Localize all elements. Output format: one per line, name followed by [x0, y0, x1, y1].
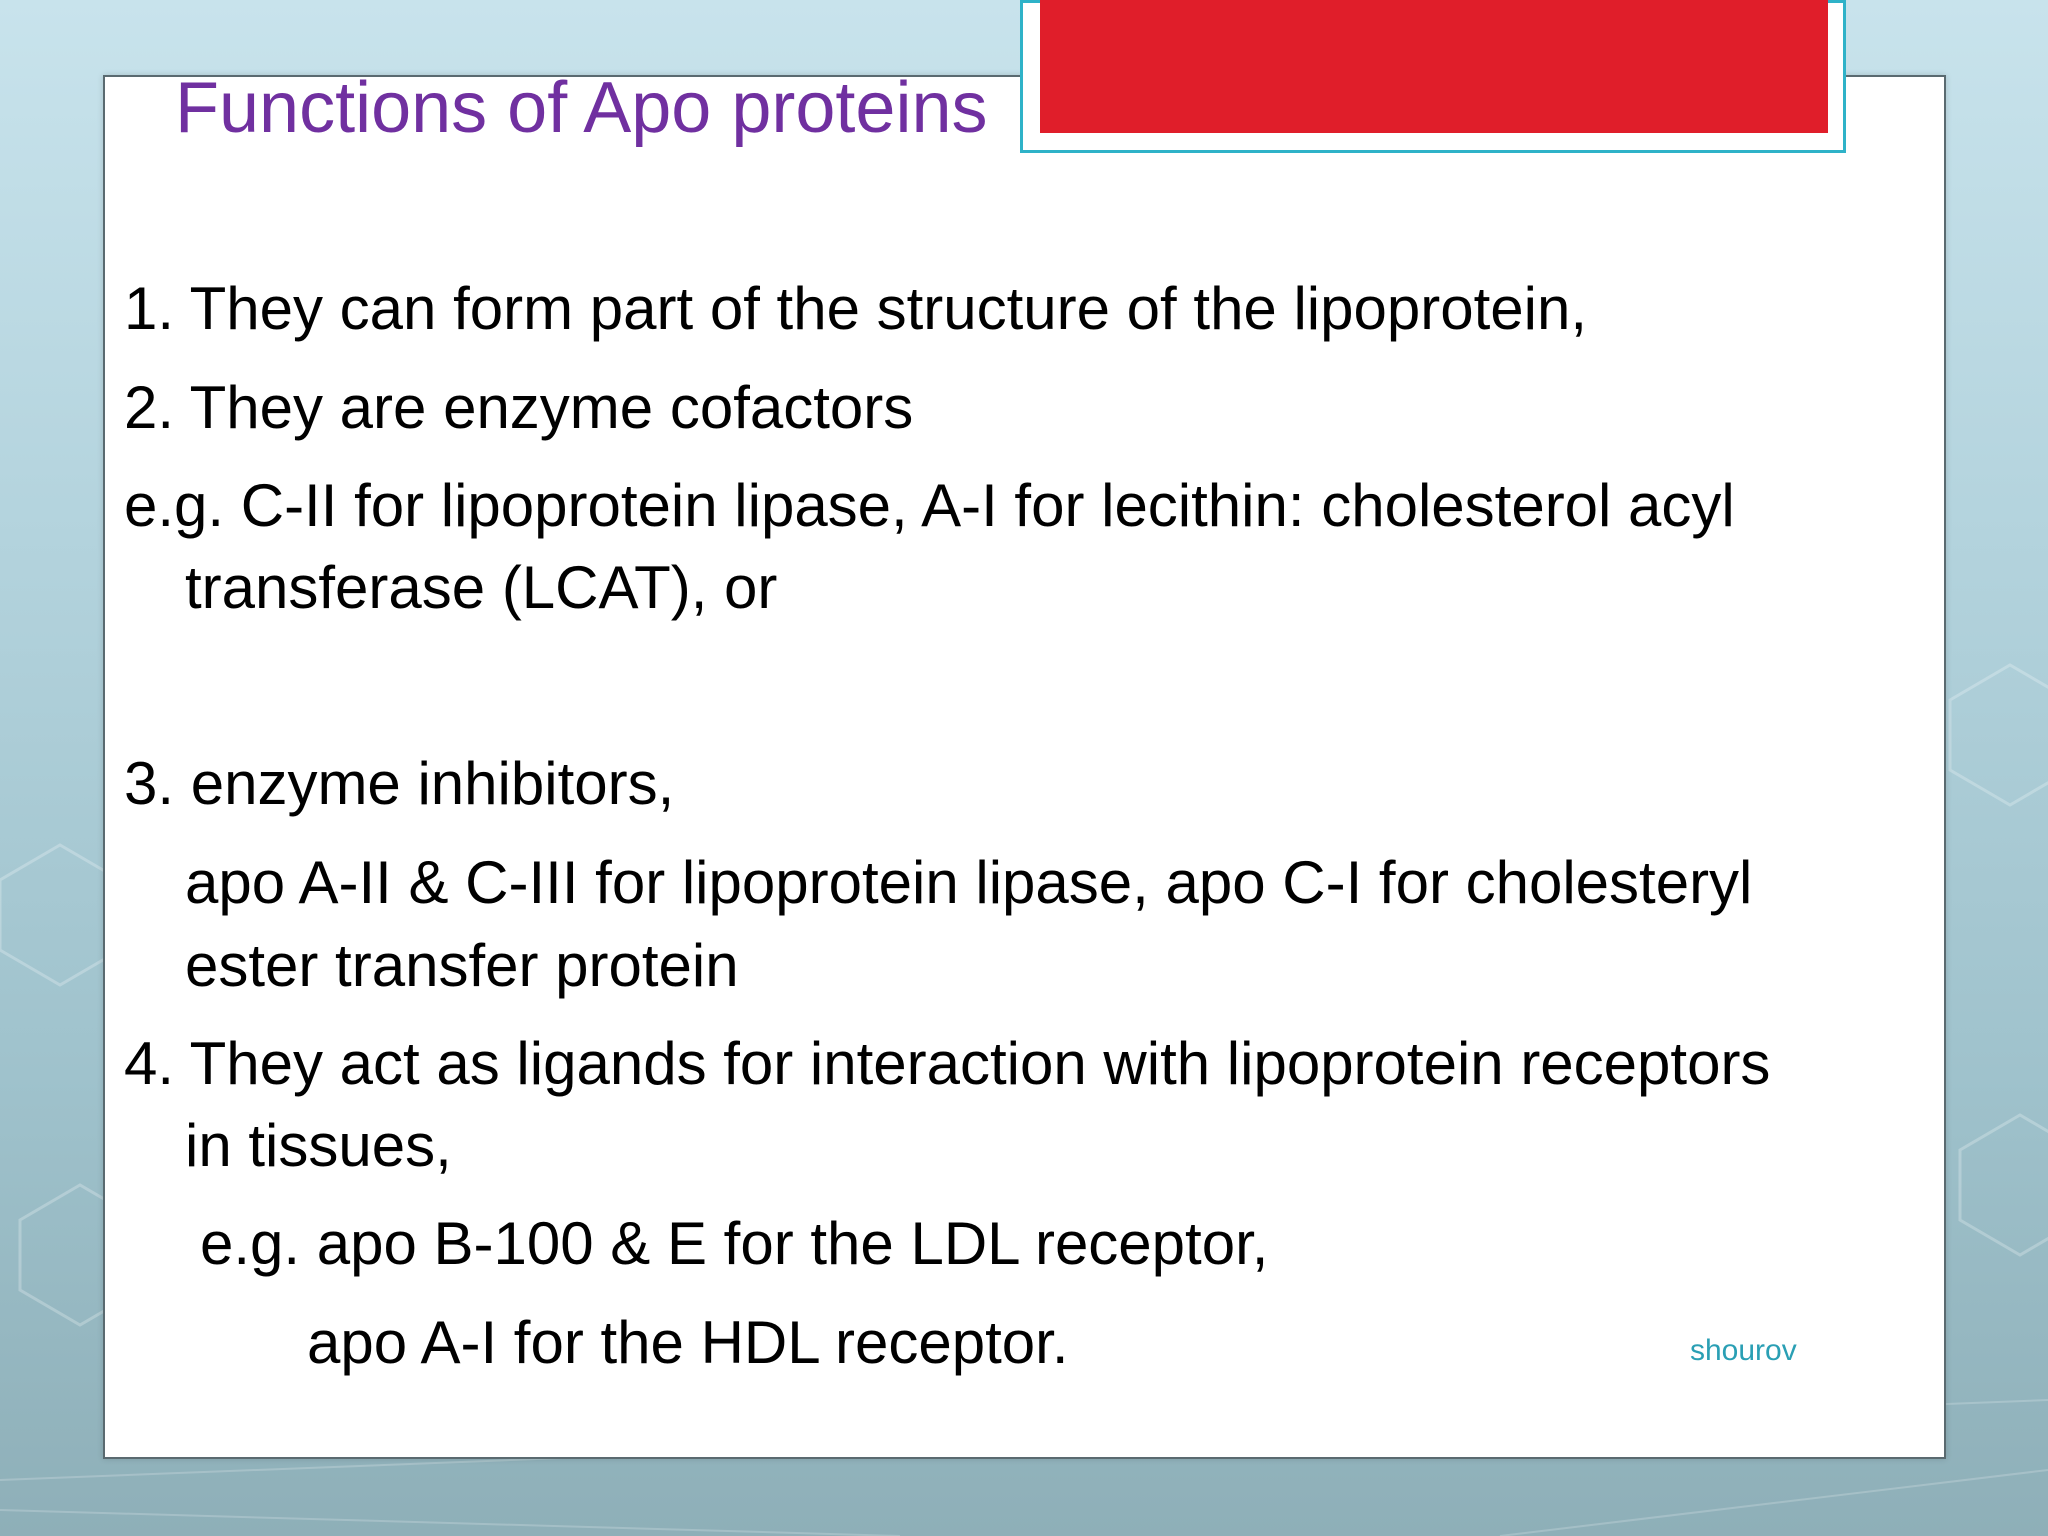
author-watermark: shourov	[1690, 1334, 1797, 1367]
slide-title: Functions of Apo proteins	[175, 68, 988, 148]
body-line-7: ester transfer protein	[185, 932, 739, 999]
body-line-8: 4. They act as ligands for interaction with lipoprotein receptors	[124, 1030, 1771, 1097]
body-line-11: apo A-I for the HDL receptor.	[307, 1309, 1069, 1376]
body-line-6: apo A-II & C-III for lipoprotein lipase, apo C-I for cholesteryl	[185, 849, 1753, 916]
body-line-3: e.g. C-II for lipoprotein lipase, A-I for lecithin: cholesterol acyl	[124, 472, 1735, 539]
body-line-4: transferase (LCAT), or	[185, 554, 778, 621]
body-line-10: e.g. apo B-100 & E for the LDL receptor,	[200, 1210, 1269, 1277]
body-line-5: 3. enzyme inhibitors,	[124, 750, 675, 817]
body-line-1: 1. They can form part of the structure of the lipoprotein,	[124, 275, 1587, 342]
red-banner	[1040, 0, 1828, 133]
body-line-2: 2. They are enzyme cofactors	[124, 374, 914, 441]
body-line-9: in tissues,	[185, 1112, 452, 1179]
